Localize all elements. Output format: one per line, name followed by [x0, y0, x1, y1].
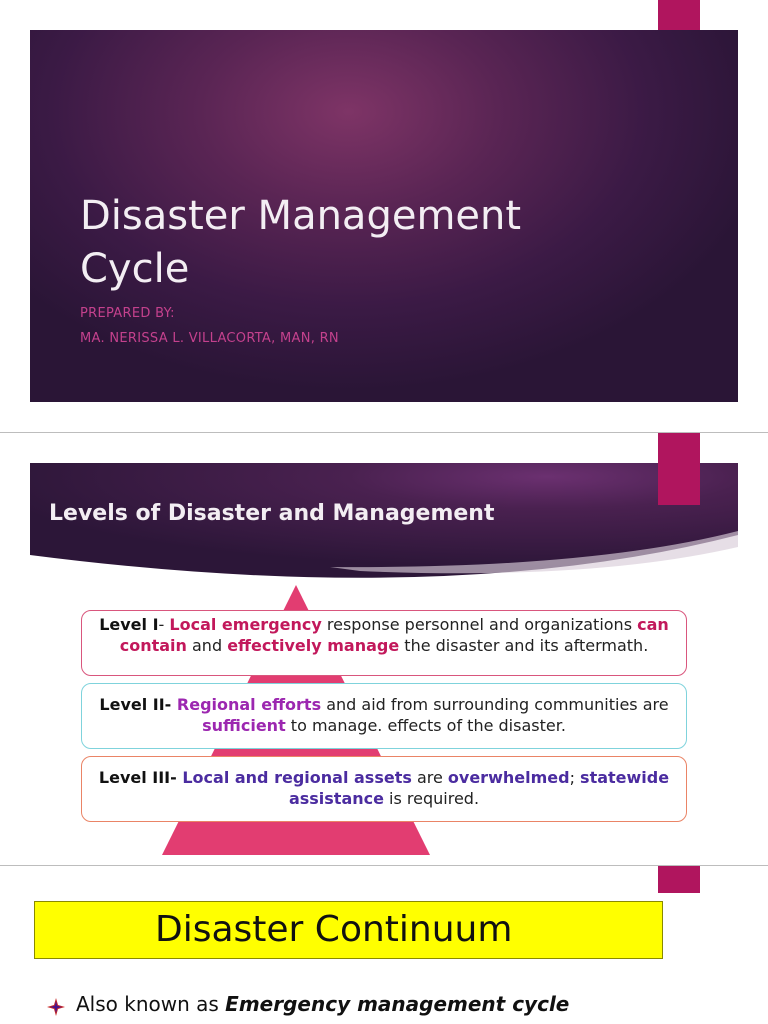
- slide-title: Disaster Continuum: [155, 909, 513, 950]
- title-slide: [0, 0, 768, 432]
- title-banner: [30, 30, 738, 402]
- title-highlight-box: [34, 901, 663, 959]
- slide-title: Disaster Management Cycle: [80, 193, 522, 292]
- prepared-by-label: PREPARED BY:: [80, 306, 175, 321]
- continuum-slide: [0, 866, 768, 1024]
- plus-bullet-icon: [46, 997, 66, 1017]
- level-2-box: Level II- Regional efforts and aid from surrounding communities are sufficient to manage. effects of the disaster.: [81, 683, 687, 749]
- accent-tab: [658, 866, 700, 893]
- level-1-box: Level I- Local emergency response personnel and organizations can contain and effectively manage the disaster and its aftermath.: [81, 610, 687, 676]
- accent-tab: [658, 433, 700, 505]
- bullet-text: Also known as Emergency management cycle: [76, 992, 570, 1016]
- levels-slide: [0, 433, 768, 865]
- slide-title: Levels of Disaster and Management: [49, 501, 495, 526]
- level-3-box: Level III- Local and regional assets are overwhelmed; statewide assistance is required.: [81, 756, 687, 822]
- author-name: MA. NERISSA L. VILLACORTA, MAN, RN: [80, 331, 339, 346]
